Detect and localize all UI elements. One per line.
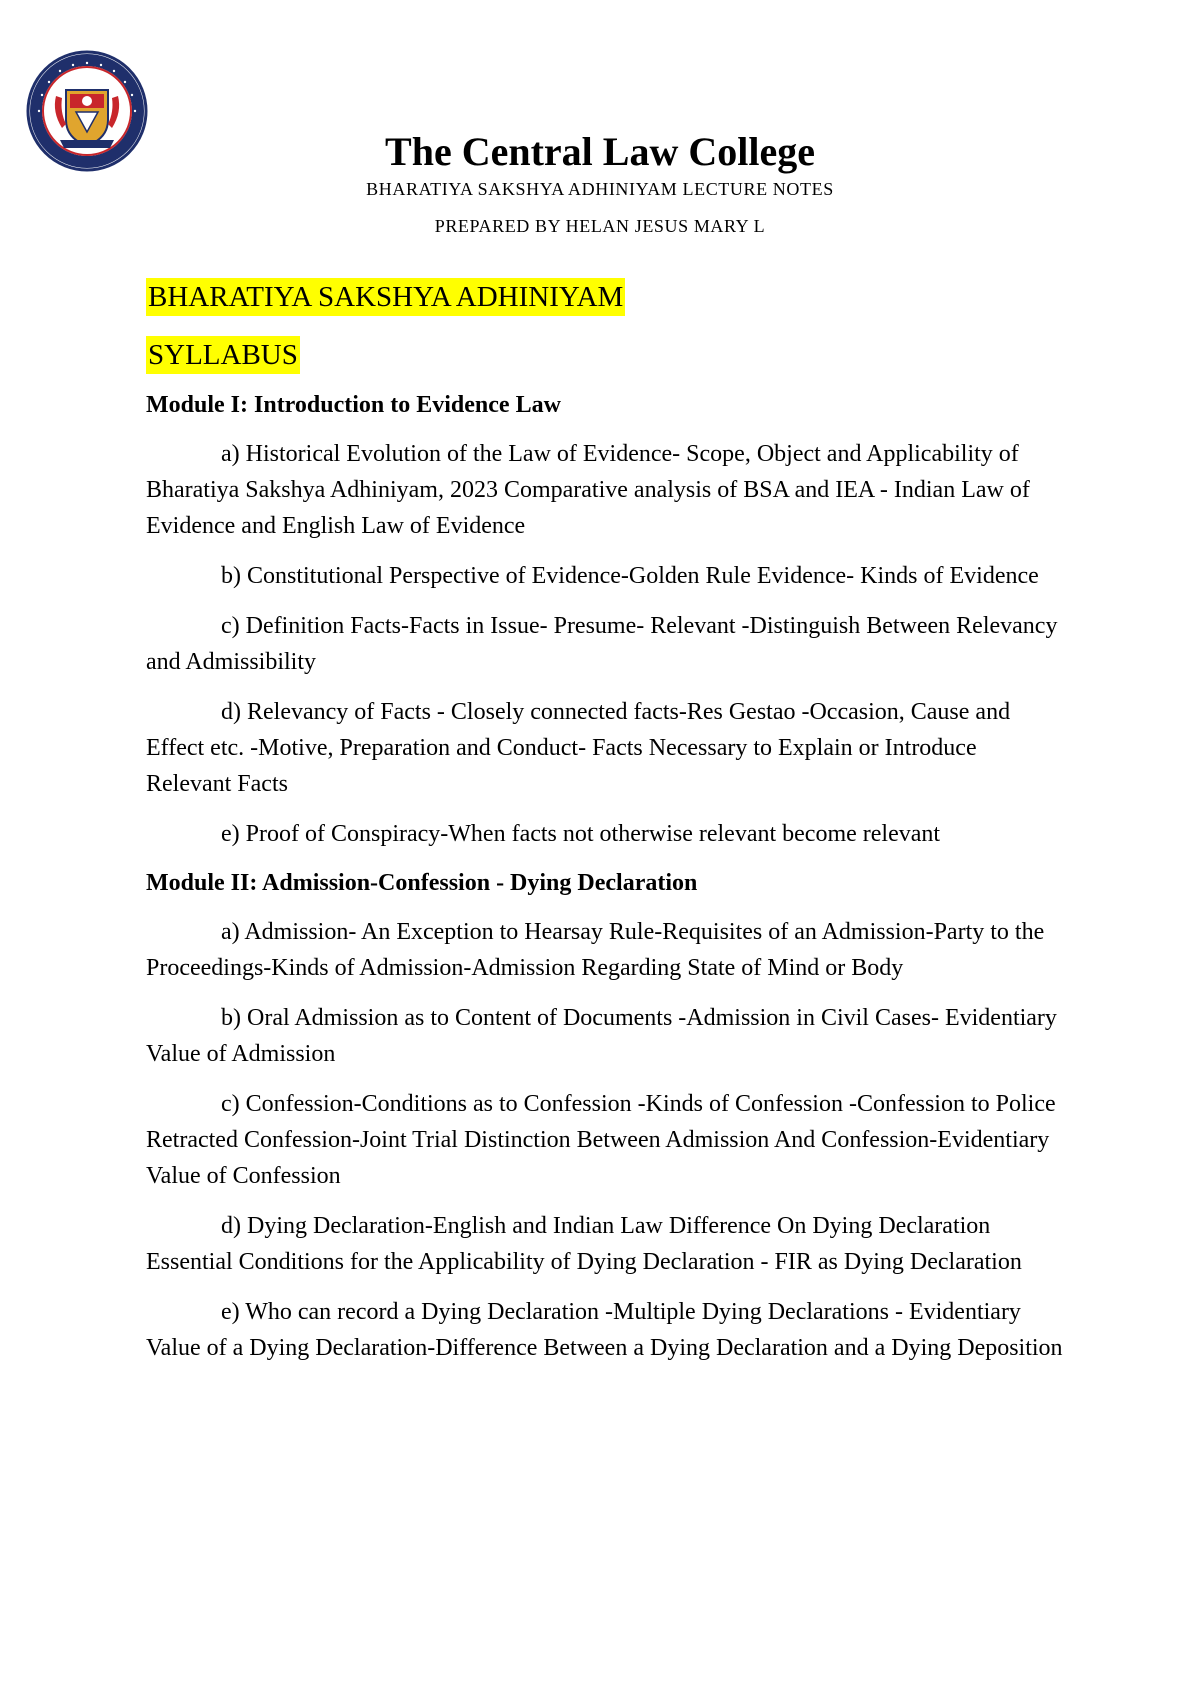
prepared-by: PREPARED BY HELAN JESUS MARY L — [434, 216, 766, 236]
module-item: c) Definition Facts-Facts in Issue- Presume- Relevant -Distinguish Between Relevancy and Admissibility — [146, 613, 1058, 675]
module-title: Module I: Introduction to Evidence Law — [146, 392, 561, 418]
module-item: c) Confession-Conditions as to Confession -Kinds of Confession -Confession to Police Retracted Confession-Joint Trial Distinction Between Admission And Confession-Evidentiary Value of Confession — [146, 1091, 1056, 1189]
module-item: b) Constitutional Perspective of Evidence-Golden Rule Evidence- Kinds of Evidence — [221, 563, 1039, 589]
document-subtitle: BHARATIYA SAKSHYA ADHINIYAM LECTURE NOTES — [366, 179, 834, 199]
module-1 — [146, 388, 1066, 852]
module-item: d) Dying Declaration-English and Indian Law Difference On Dying Declaration Essential Conditions for the Applicability of Dying Declaration - FIR as Dying Declaration — [146, 1213, 1022, 1275]
college-name: The Central Law College — [385, 129, 815, 174]
syllabus-heading: SYLLABUS — [146, 336, 300, 374]
module-item: d) Relevancy of Facts - Closely connected facts-Res Gestao -Occasion, Cause and Effect etc. -Motive, Preparation and Conduct- Facts Necessary to Explain or Introduce Relevant Facts — [146, 699, 1011, 797]
module-2 — [146, 866, 1066, 1366]
module-item: e) Proof of Conspiracy-When facts not otherwise relevant become relevant — [221, 821, 941, 847]
module-item: b) Oral Admission as to Content of Documents -Admission in Civil Cases- Evidentiary Value of Admission — [146, 1005, 1057, 1067]
module-item: a) Admission- An Exception to Hearsay Rule-Requisites of an Admission-Party to the Proceedings-Kinds of Admission-Admission Regarding State of Mind or Body — [146, 919, 1045, 981]
document-body — [146, 278, 1066, 1380]
document-header — [0, 128, 1200, 237]
document-title: BHARATIYA SAKSHYA ADHINIYAM — [146, 278, 625, 316]
module-title: Module II: Admission-Confession - Dying Declaration — [146, 870, 698, 896]
module-item: a) Historical Evolution of the Law of Evidence- Scope, Object and Applicability of Bharatiya Sakshya Adhiniyam, 2023 Comparative analysis of BSA and IEA - Indian Law of Evidence and English Law of Evidence — [146, 441, 1030, 539]
module-item: e) Who can record a Dying Declaration -Multiple Dying Declarations - Evidentiary Value of a Dying Declaration-Difference Between a Dying Declaration and a Dying Deposition — [146, 1299, 1063, 1361]
